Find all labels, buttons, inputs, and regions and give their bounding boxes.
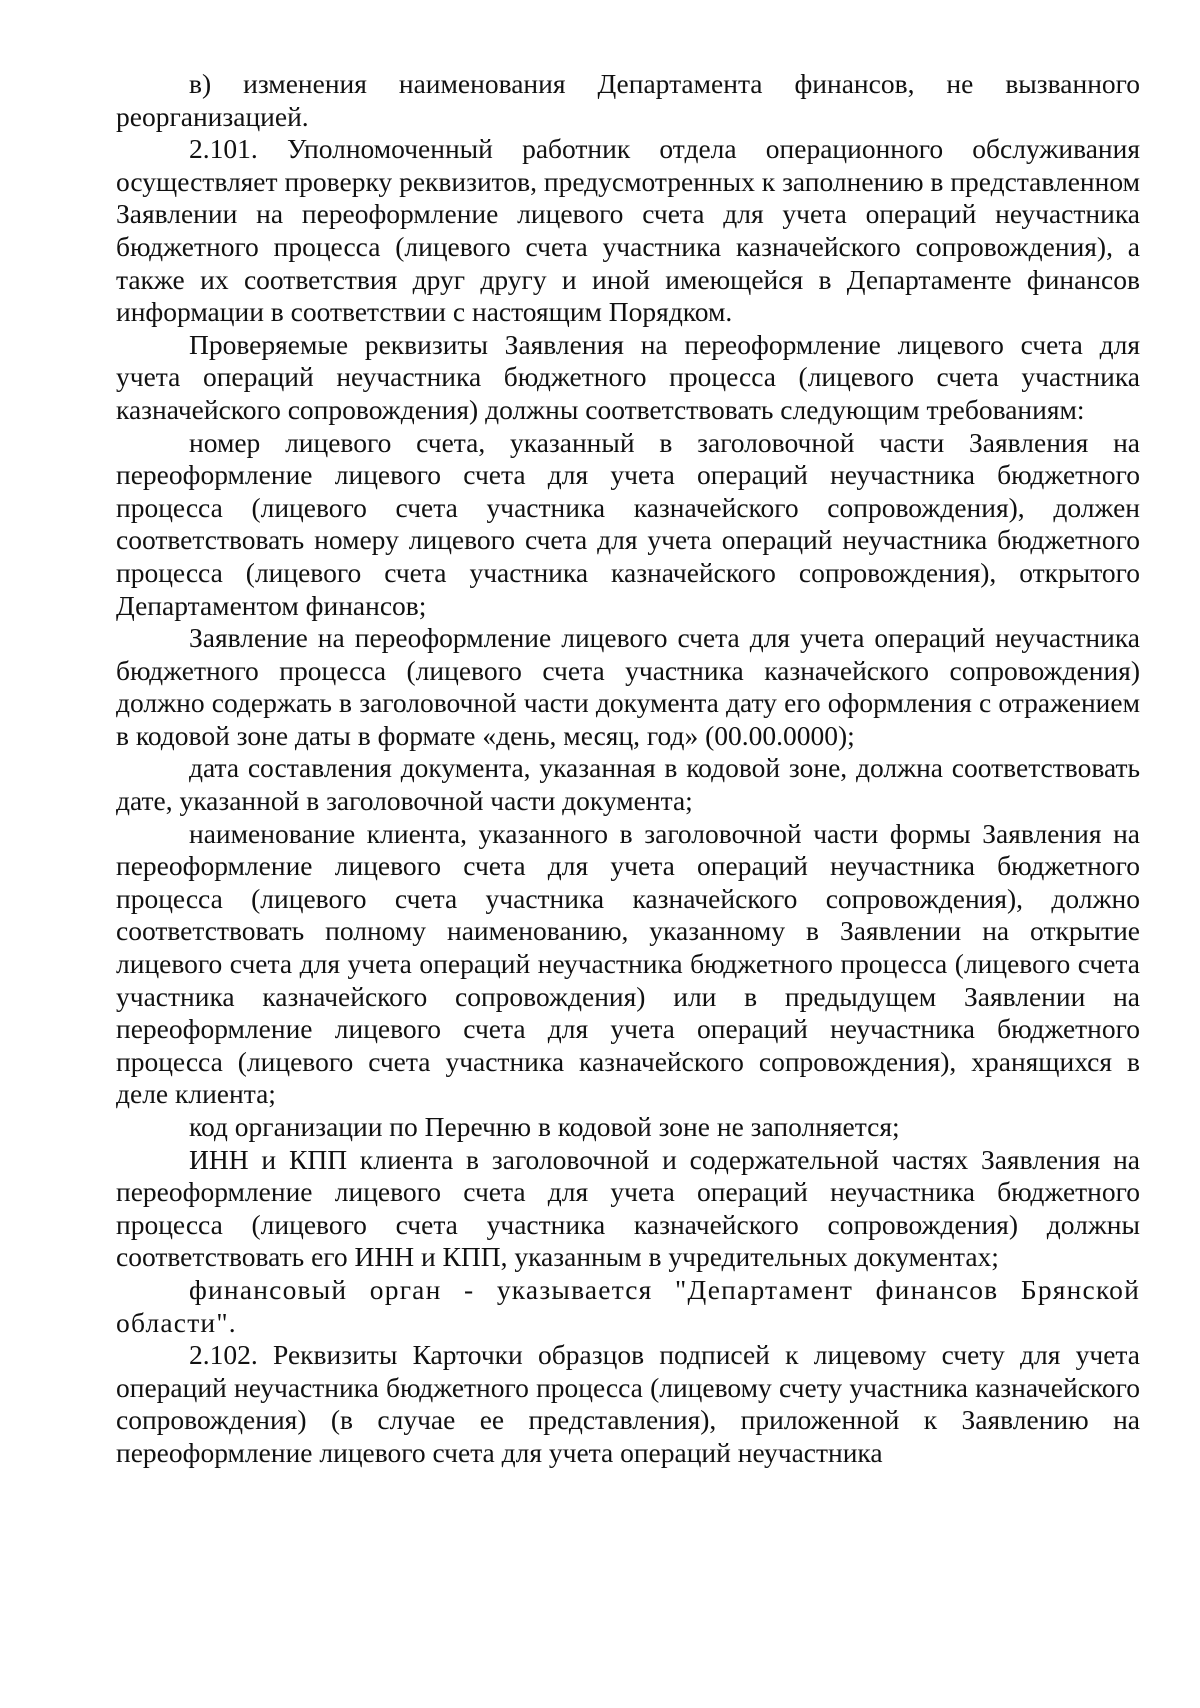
paragraph-client-name: наименование клиента, указанного в заголовочной части формы Заявления на переоформление лицевого счета для учета операций неучастника бюджетного процесса (лицевого счета участника казначейского сопровождения), должно соответствовать полному наименованию, указанному в Заявлении на открытие лицевого счета для учета операций неучастника бюджетного процесса (лицевого счета участника казначейского сопровождения) или в предыдущем Заявлении на переоформление лицевого счета для учета операций неучастника бюджетного процесса (лицевого счета участника казначейского сопровождения), хранящихся в деле клиента; bbox=[116, 817, 1140, 1110]
paragraph-account-number: номер лицевого счета, указанный в заголовочной части Заявления на переоформление лицевого счета для учета операций неучастника бюджетного процесса (лицевого счета участника казначейского сопровождения), должен соответствовать номеру лицевого счета для учета операций неучастника бюджетного процесса (лицевого счета участника казначейского сопровождения), открытого Департаментом финансов; bbox=[116, 426, 1140, 621]
paragraph-clause-2-102: 2.102. Реквизиты Карточки образцов подписей к лицевому счету для учета операций неучастника бюджетного процесса (лицевому счету участника казначейского сопровождения) (в случае ее представления), приложенной к Заявлению на переоформление лицевого счета для учета операций неучастника bbox=[116, 1339, 1140, 1468]
paragraph-organization-code: код организации по Перечню в кодовой зоне не заполняется; bbox=[189, 1111, 900, 1142]
paragraph-financial-body: финансовый орган - указывается "Департамент финансов Брянской области". bbox=[116, 1273, 1140, 1338]
document-body bbox=[116, 68, 1140, 1470]
paragraph-checked-requisites: Проверяемые реквизиты Заявления на переоформление лицевого счета для учета операций неучастника бюджетного процесса (лицевого счета участника казначейского сопровождения) должны соответствовать следующим требованиям: bbox=[116, 328, 1140, 425]
paragraph-item-v-rename: в) изменения наименования Департамента финансов, не вызванного реорганизацией. bbox=[116, 68, 1140, 132]
paragraph-application-date: Заявление на переоформление лицевого счета для учета операций неучастника бюджетного процесса (лицевого счета участника казначейского сопровождения) должно содержать в заголовочной части документа дату его оформления с отражением в кодовой зоне даты в формате «день, месяц, год» (00.00.0000); bbox=[116, 622, 1140, 751]
paragraph-compilation-date: дата составления документа, указанная в кодовой зоне, должна соответствовать дате, указанной в заголовочной части документа; bbox=[116, 752, 1140, 817]
paragraph-inn-kpp: ИНН и КПП клиента в заголовочной и содержательной частях Заявления на переоформление лицевого счета для учета операций неучастника бюджетного процесса (лицевого счета участника казначейского сопровождения) должны соответствовать его ИНН и КПП, указанным в учредительных документах; bbox=[116, 1143, 1140, 1273]
paragraph-clause-2-101: 2.101. Уполномоченный работник отдела операционного обслуживания осуществляет проверку реквизитов, предусмотренных к заполнению в представленном Заявлении на переоформление лицевого счета для учета операций неучастника бюджетного процесса (лицевого счета участника казначейского сопровождения), а также их соответствия друг другу и иной имеющейся в Департаменте финансов информации в соответствии с настоящим Порядком. bbox=[116, 133, 1140, 328]
